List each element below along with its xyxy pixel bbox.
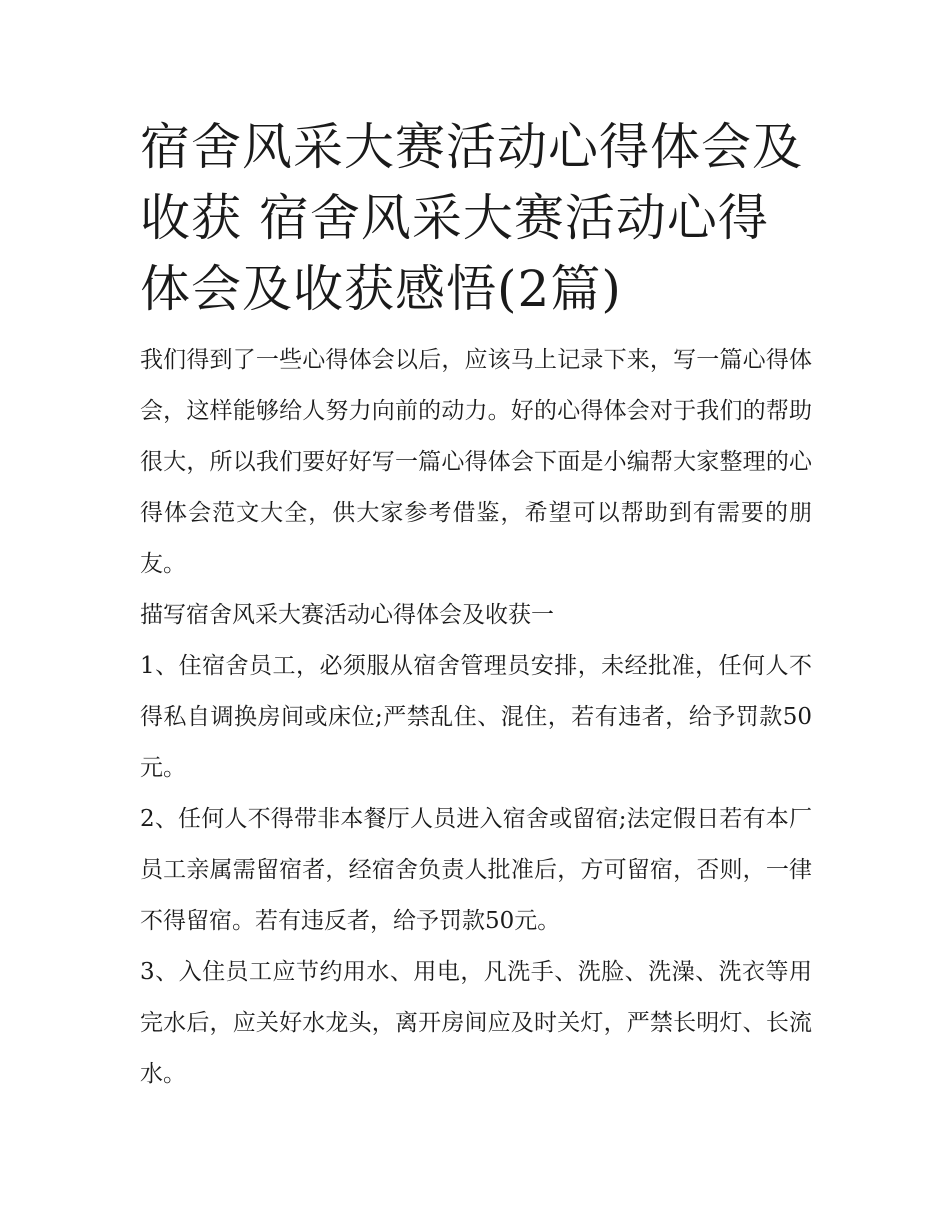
intro-paragraph: 我们得到了一些心得体会以后，应该马上记录下来，写一篇心得体会，这样能够给人努力向前的动力。好的心得体会对于我们的帮助很大，所以我们要好好写一篇心得体会下面是小编帮大家整理的心得体会范文大全，供大家参考借鉴，希望可以帮助到有需要的朋友。 xyxy=(140,347,812,577)
rule-item-1: 1、住宿舍员工，必须服从宿舍管理员安排，未经批准，任何人不得私自调换房间或床位;严禁乱住、混住，若有违者，给予罚款50元。 xyxy=(140,653,812,781)
document-title: 宿舍风采大赛活动心得体会及收获 宿舍风采大赛活动心得体会及收获感悟(2篇) xyxy=(140,118,803,318)
document-page xyxy=(140,112,812,1100)
section-heading: 描写宿舍风采大赛活动心得体会及收获一 xyxy=(140,602,554,628)
rule-item-3: 3、入住员工应节约用水、用电，凡洗手、洗脸、洗澡、洗衣等用完水后，应关好水龙头，离开房间应及时关灯，严禁长明灯、长流水。 xyxy=(140,959,812,1087)
rule-item-2: 2、任何人不得带非本餐厅人员进入宿舍或留宿;法定假日若有本厂员工亲属需留宿者，经宿舍负责人批准后，方可留宿，否则，一律不得留宿。若有违反者，给予罚款50元。 xyxy=(140,806,812,934)
